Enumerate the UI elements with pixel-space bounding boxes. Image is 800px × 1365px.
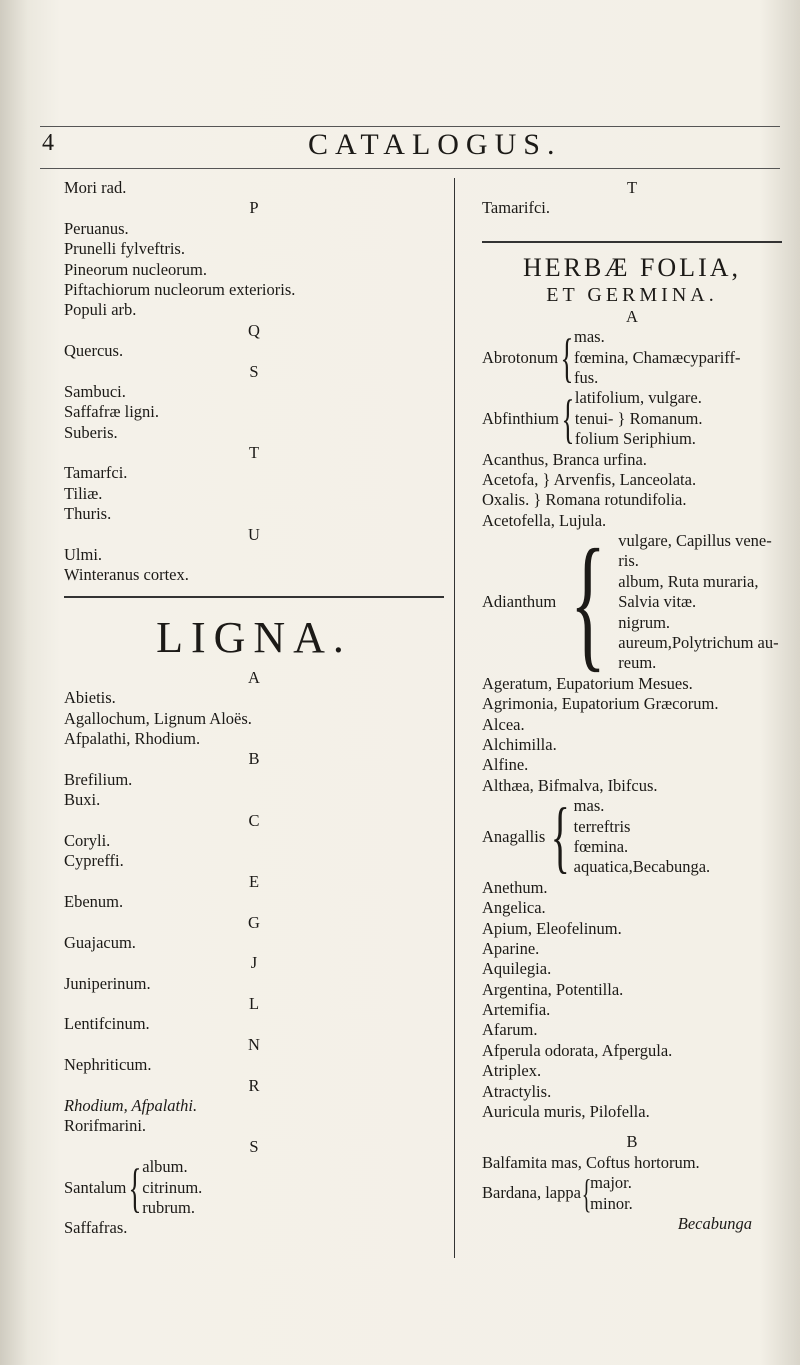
list-item — [64, 688, 444, 749]
brace-glyph: { — [128, 1157, 142, 1218]
section-letter-l: L — [248, 994, 260, 1014]
anagallis-group — [482, 792, 782, 881]
list-item — [64, 1218, 444, 1238]
list-item: Agrimonia, Eupatorium Græcorum. — [482, 694, 719, 714]
list-item: Juniperinum. — [64, 973, 151, 993]
list-item: Alfine. — [482, 755, 529, 775]
list-item: Apium, Eleofelinum. — [482, 918, 622, 938]
santalum-head: Santalum — [64, 1177, 127, 1197]
list-item: Thuris. — [64, 504, 112, 524]
list-item: Acetofa, } Arvenfis, Lanceolata. — [482, 469, 697, 489]
brace-glyph: { — [550, 792, 571, 881]
section-subheading-germina: ET GERMINA. — [546, 283, 718, 306]
list-item — [482, 450, 782, 532]
abfinthium-group — [482, 388, 782, 449]
list-item: fœmina. — [573, 836, 629, 856]
section-letter-a: A — [248, 667, 260, 687]
list-item — [64, 219, 444, 321]
list-item: Althæa, Bifmalva, Ibifcus. — [482, 775, 658, 795]
list-item: Alcea. — [482, 714, 525, 734]
brace-glyph: { — [560, 327, 574, 388]
list-item — [64, 382, 444, 443]
list-item: Prunelli fylveftris. — [64, 239, 185, 259]
section-letter-p: P — [249, 198, 259, 218]
list-item: Salvia vitæ. — [618, 592, 697, 612]
list-item: Afperula odorata, Afpergula. — [482, 1040, 673, 1060]
abfinthium-head: Abfinthium — [482, 408, 559, 428]
section-heading-ligna: LIGNA. — [156, 612, 352, 662]
brace-glyph: { — [570, 519, 607, 686]
list-item: Tamarifci. — [482, 198, 551, 218]
list-item: Acetofella, Lujula. — [482, 510, 607, 530]
list-item: Alchimilla. — [482, 734, 557, 754]
list-item: Tamarfci. — [64, 463, 128, 483]
section-letter-n: N — [248, 1034, 260, 1054]
list-item: nigrum. — [618, 612, 671, 632]
list-item: Angelica. — [482, 898, 546, 918]
list-item: album. — [142, 1157, 188, 1177]
list-item: aureum,Polytrichum au- — [618, 633, 779, 653]
list-item: album, Ruta muraria, — [618, 571, 759, 591]
list-item — [64, 463, 444, 524]
list-item: vulgare, Capillus vene- — [618, 531, 772, 551]
list-item: fœmina, Chamæcypariff- — [574, 347, 741, 367]
list-item: Mori rad. — [64, 178, 127, 197]
section-letter-r: R — [248, 1075, 260, 1095]
left-column — [64, 178, 444, 1239]
adianthum-head: Adianthum — [482, 592, 557, 612]
brace-glyph: { — [561, 388, 575, 449]
list-item: terreftris — [573, 816, 631, 836]
list-item: Cypreffi. — [64, 851, 124, 871]
rhodium-entry: Rhodium, Afpalathi. — [64, 1096, 198, 1116]
list-item — [64, 933, 444, 953]
list-item: reum. — [618, 653, 657, 673]
santalum-group — [64, 1157, 444, 1218]
bardana-group — [482, 1170, 782, 1216]
list-item — [482, 198, 782, 218]
adianthum-items — [618, 531, 778, 674]
catchword: Becabunga — [677, 1213, 752, 1233]
list-item: Atractylis. — [482, 1081, 552, 1101]
list-item: Rorifmarini. — [64, 1116, 147, 1136]
list-item — [64, 770, 444, 811]
section-letter-c: C — [248, 810, 260, 830]
list-item: Auricula muris, Pilofella. — [482, 1102, 650, 1122]
abfinthium-items — [575, 388, 703, 449]
list-item: Buxi. — [64, 790, 101, 810]
list-item: Coryli. — [64, 830, 111, 850]
section-letter-q: Q — [248, 320, 260, 340]
list-item: mas. — [574, 327, 605, 347]
list-item: mas. — [573, 796, 605, 816]
header-rule-top — [40, 126, 780, 127]
list-item: Oxalis. } Romana rotundifolia. — [482, 490, 687, 510]
list-item: major. — [590, 1173, 632, 1193]
list-item: Sambuci. — [64, 381, 126, 401]
list-item: Aparine. — [482, 938, 540, 958]
list-item: Nephriticum. — [64, 1055, 152, 1075]
list-item — [64, 178, 444, 198]
santalum-items — [142, 1157, 202, 1218]
list-item: Guajacum. — [64, 932, 136, 952]
list-item: Afpalathi, Rhodium. — [64, 728, 201, 748]
section-heading-herbae: HERBÆ FOLIA, — [522, 252, 741, 282]
list-item: Peruanus. — [64, 218, 129, 238]
section-letter-s: S — [249, 361, 259, 381]
list-item: Acanthus, Branca urfina. — [482, 449, 647, 469]
list-item: ris. — [618, 551, 639, 571]
anagallis-items — [574, 796, 711, 878]
list-item — [64, 831, 444, 872]
list-item: minor. — [590, 1193, 633, 1213]
list-item: Abietis. — [64, 688, 116, 708]
list-item: Argentina, Potentilla. — [482, 979, 624, 999]
abrotonum-items — [574, 327, 740, 388]
list-item: Populi arb. — [64, 300, 137, 320]
section-rule — [64, 596, 444, 598]
list-item: aquatica,Becabunga. — [573, 857, 711, 877]
list-item: Anethum. — [482, 877, 548, 897]
abrotonum-group — [482, 327, 782, 388]
list-item: Pineorum nucleorum. — [64, 259, 207, 279]
list-item: Winteranus cortex. — [64, 565, 189, 585]
list-item: latifolium, vulgare. — [574, 388, 702, 408]
section-letter-j: J — [250, 953, 258, 973]
list-item: Ulmi. — [64, 545, 103, 565]
list-item: Saffafras. — [64, 1218, 128, 1238]
section-letter-t: T — [248, 443, 260, 463]
list-item — [64, 1116, 444, 1136]
list-item: fus. — [574, 367, 599, 387]
list-item — [64, 341, 444, 361]
list-item: Brefilium. — [64, 769, 133, 789]
list-item: citrinum. — [142, 1177, 203, 1197]
list-item — [64, 892, 444, 912]
list-item: Tiliæ. — [64, 483, 103, 503]
list-item: Afarum. — [482, 1020, 538, 1040]
list-item: Balfamita mas, Coftus hortorum. — [482, 1152, 700, 1172]
list-item: tenui- } Romanum. — [574, 408, 703, 428]
section-letter-g: G — [248, 912, 260, 932]
section-letter-b: B — [248, 749, 260, 769]
section-letter-b: B — [626, 1132, 638, 1152]
list-item: Artemifia. — [482, 1000, 551, 1020]
list-item — [482, 674, 782, 796]
anagallis-head: Anagallis — [482, 826, 546, 846]
list-item — [64, 974, 444, 994]
list-item: Piftachiorum nucleorum exterioris. — [64, 279, 296, 299]
list-item: Lentifcinum. — [64, 1014, 150, 1034]
list-item: Agallochum, Lignum Aloës. — [64, 708, 252, 728]
bardana-head: Bardana, lappa — [482, 1183, 581, 1203]
column-divider — [454, 178, 455, 1258]
list-item — [64, 545, 444, 586]
list-item — [482, 878, 782, 1123]
bardana-items — [590, 1173, 633, 1214]
header-rule-bottom — [40, 168, 780, 169]
brace-glyph: { — [581, 1170, 592, 1216]
section-letter-t: T — [626, 178, 638, 197]
list-item — [482, 1153, 782, 1173]
list-item: Aquilegia. — [482, 959, 552, 979]
section-letter-u: U — [248, 524, 260, 544]
list-item — [64, 1055, 444, 1075]
list-item: folium Seriphium. — [574, 429, 696, 449]
page-title: CATALOGUS. — [308, 128, 562, 161]
page-number: 4 — [42, 130, 54, 156]
list-item: Saffafræ ligni. — [64, 402, 160, 422]
list-item: rubrum. — [142, 1197, 195, 1217]
list-item: Ebenum. — [64, 892, 124, 912]
list-item: Atriplex. — [482, 1061, 542, 1081]
list-item: Suberis. — [64, 422, 118, 442]
list-item: Quercus. — [64, 341, 124, 361]
section-rule — [482, 241, 782, 243]
list-item: Ageratum, Eupatorium Mesues. — [482, 673, 693, 693]
abrotonum-head: Abrotonum — [482, 347, 559, 367]
section-letter-e: E — [248, 871, 260, 891]
list-item — [64, 1014, 444, 1034]
right-column — [482, 178, 782, 1234]
section-letter-s2: S — [249, 1136, 259, 1156]
section-letter-a: A — [626, 306, 638, 326]
